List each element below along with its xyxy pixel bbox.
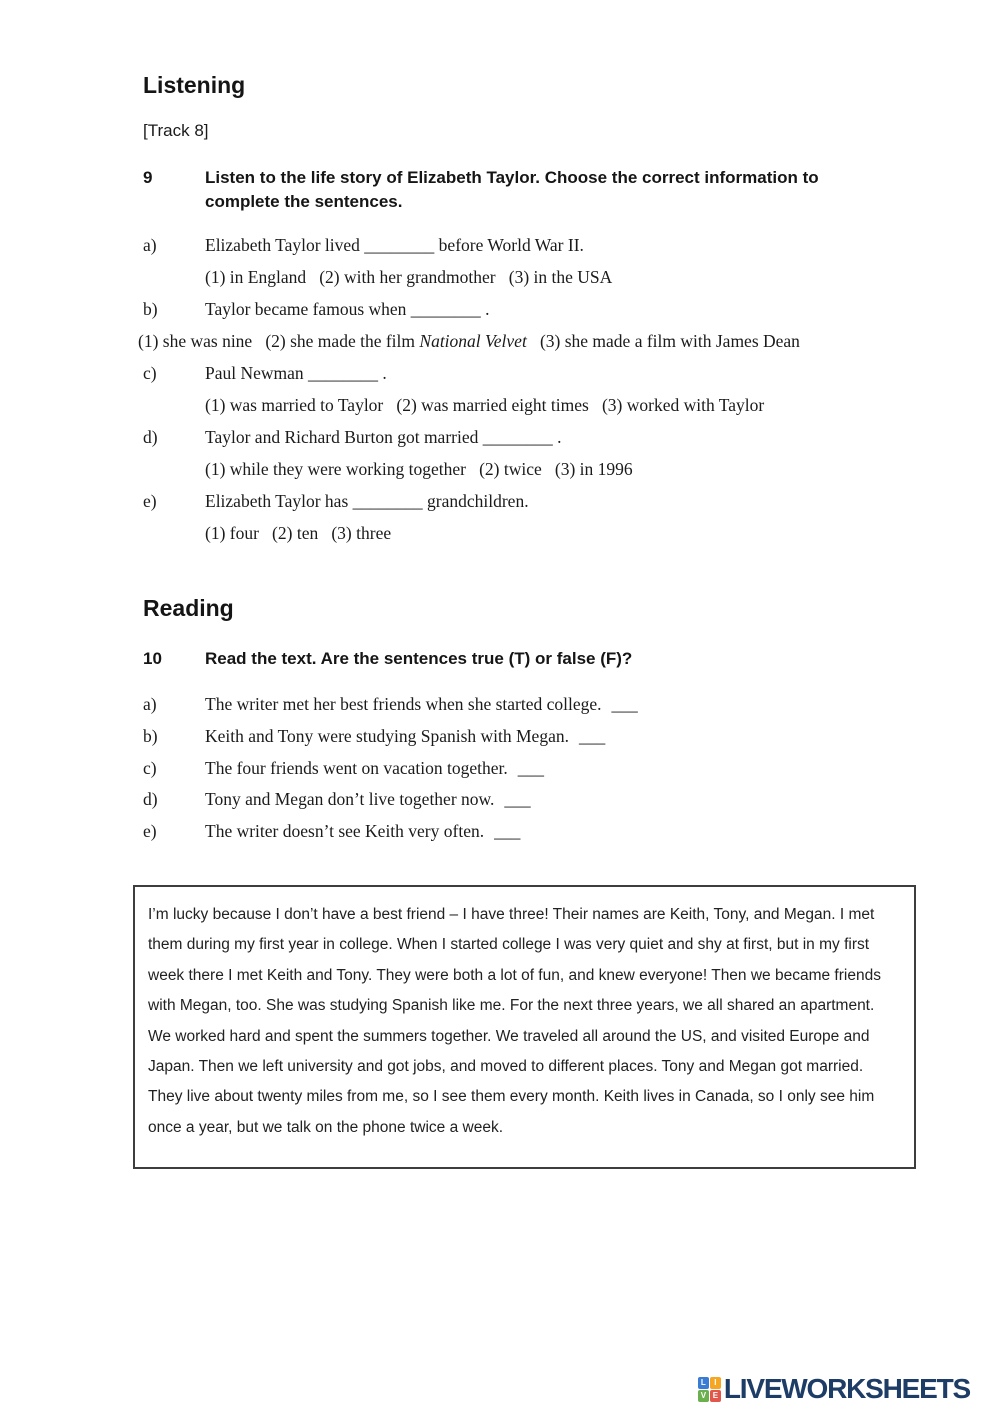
listening-item-c-options bbox=[143, 389, 920, 421]
item-letter: e) bbox=[143, 491, 157, 511]
listening-items bbox=[138, 229, 920, 549]
answer-blank: ___ bbox=[517, 757, 544, 778]
item-options: (1) was married to Taylor (2) was married eight times (3) worked with Taylor bbox=[205, 395, 765, 415]
listening-item-e-options bbox=[143, 517, 920, 549]
item-stem: Elizabeth Taylor lived ________ before World War II. bbox=[205, 235, 584, 255]
reading-items bbox=[143, 689, 920, 848]
item-options: (1) while they were working together (2) twice (3) in 1996 bbox=[205, 459, 633, 479]
listening-item-d-options bbox=[143, 453, 920, 485]
exercise-number: 10 bbox=[143, 649, 162, 668]
item-stem: Elizabeth Taylor has ________ grandchildren. bbox=[205, 491, 529, 511]
exercise-instruction: Listen to the life story of Elizabeth Taylor. Choose the correct information to complete the sentences. bbox=[205, 168, 819, 211]
exercise-number: 9 bbox=[143, 168, 153, 187]
listening-item-d-stem bbox=[143, 421, 920, 453]
listening-item-a-options bbox=[143, 261, 920, 293]
item-letter: d) bbox=[143, 789, 158, 810]
listening-item-e-stem bbox=[143, 485, 920, 517]
item-letter: a) bbox=[143, 235, 157, 255]
answer-blank: ___ bbox=[494, 821, 521, 842]
track-label: [Track 8] bbox=[143, 121, 209, 140]
logo-square-i: I bbox=[710, 1377, 721, 1389]
reading-item-d bbox=[143, 784, 920, 816]
answer-blank: ___ bbox=[611, 694, 638, 714]
reading-passage-text: I’m lucky because I don’t have a best friend – I have three! Their names are Keith, Tony, and Megan. I met them during my first year in college. When I started college I was very quiet and shy at first, but in my first week there I met Keith and Tony. They were both a lot of fun, and knew everyone! Then we became friends with Megan, too. She was studying Spanish like me. For the next three years, we all shared an apartment. We worked hard and spent the summers together. We traveled all around the US, and visited Europe and Japan. Then we left university and got jobs, and moved to different places. Tony and Megan got married. They live about twenty miles from me, so I see them every month. Keith lives in Canada, so I only see him once a year, but we talk on the phone twice a week. bbox=[148, 905, 881, 1136]
answer-blank: ___ bbox=[504, 789, 531, 810]
answer-blank: ___ bbox=[578, 725, 606, 746]
logo-square-v: V bbox=[698, 1390, 709, 1402]
item-stem: Paul Newman ________ . bbox=[205, 363, 387, 383]
item-letter: b) bbox=[143, 299, 158, 319]
item-stem: Taylor became famous when ________ . bbox=[205, 299, 490, 319]
reading-exercise-header bbox=[143, 647, 920, 671]
listening-item-b-stem bbox=[143, 293, 920, 325]
reading-passage-box bbox=[133, 885, 916, 1169]
item-letter: c) bbox=[143, 363, 157, 383]
listening-item-a-stem bbox=[143, 229, 920, 261]
item-stem: Taylor and Richard Burton got married ________ . bbox=[205, 427, 562, 447]
listening-item-b-options bbox=[138, 325, 920, 357]
item-letter: a) bbox=[143, 694, 157, 714]
item-letter: b) bbox=[143, 725, 158, 746]
reading-heading: Reading bbox=[143, 595, 234, 621]
reading-item-a bbox=[143, 689, 920, 721]
logo-square-e: E bbox=[710, 1390, 721, 1402]
liveworksheets-logo[interactable] bbox=[698, 1375, 970, 1403]
statement-text: The four friends went on vacation together. bbox=[205, 757, 508, 778]
item-options-pre: (1) she was nine (2) she made the film bbox=[138, 331, 420, 351]
statement-text: The writer met her best friends when she started college. bbox=[205, 694, 602, 714]
statement-text: Keith and Tony were studying Spanish with Megan. bbox=[205, 725, 569, 746]
film-title-italic: National Velvet bbox=[419, 331, 527, 351]
item-letter: d) bbox=[143, 427, 158, 447]
listening-exercise-header bbox=[143, 166, 920, 214]
item-options-post: (3) she made a film with James Dean bbox=[526, 331, 800, 351]
listening-heading: Listening bbox=[143, 72, 246, 98]
item-options: (1) four (2) ten (3) three bbox=[205, 523, 392, 543]
reading-item-c bbox=[143, 753, 920, 785]
reading-item-e bbox=[143, 816, 920, 848]
statement-text: Tony and Megan don’t live together now. bbox=[205, 789, 495, 810]
item-options: (1) in England (2) with her grandmother (3) in the USA bbox=[205, 267, 613, 287]
liveworksheets-wordmark: LIVEWORKSHEETS bbox=[723, 1373, 970, 1404]
item-letter: c) bbox=[143, 757, 157, 778]
listening-item-c-stem bbox=[143, 357, 920, 389]
liveworksheets-logo-icon bbox=[698, 1377, 721, 1402]
exercise-instruction: Read the text. Are the sentences true (T) or false (F)? bbox=[205, 649, 633, 668]
statement-text: The writer doesn’t see Keith very often. bbox=[205, 821, 485, 842]
logo-square-l: L bbox=[698, 1377, 709, 1389]
item-letter: e) bbox=[143, 821, 157, 842]
reading-item-b bbox=[143, 721, 920, 753]
